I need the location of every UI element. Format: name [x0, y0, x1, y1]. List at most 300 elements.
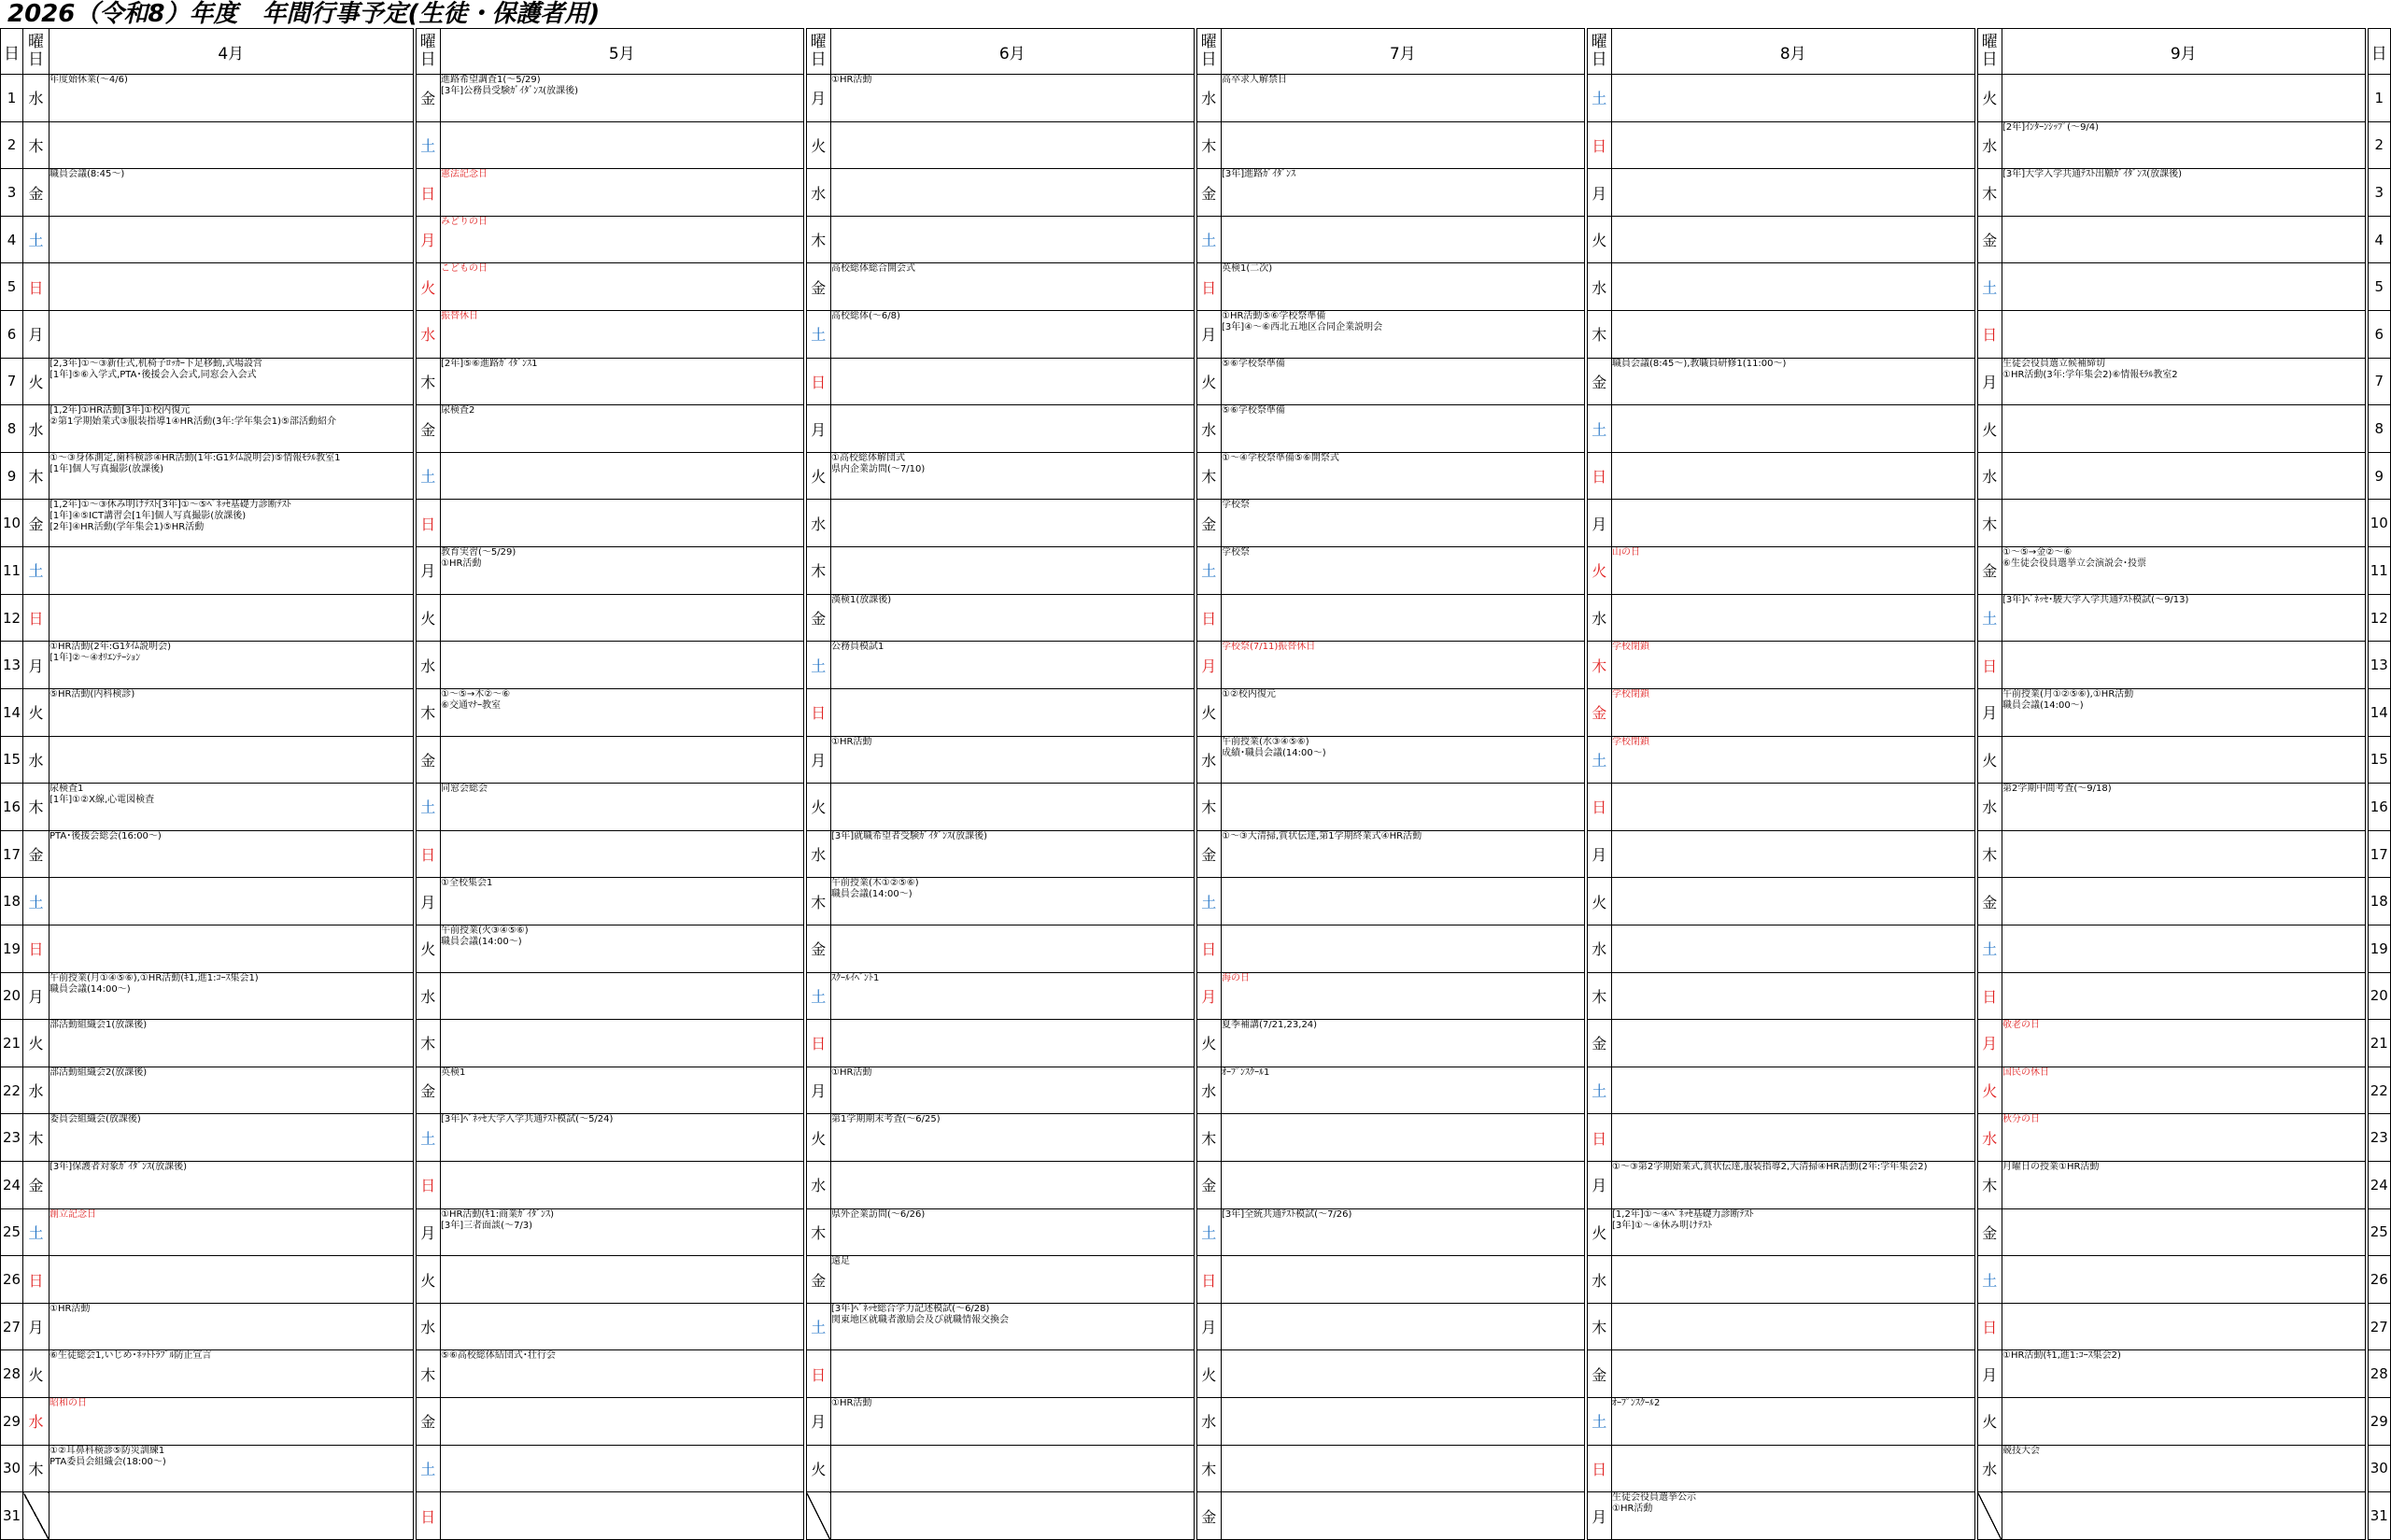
day-row	[1, 1256, 2391, 1304]
weekday-cell: 火	[1586, 1208, 1612, 1256]
event-cell	[1612, 878, 1976, 925]
weekday-cell: 木	[1976, 830, 2002, 878]
weekday-cell: 木	[415, 688, 441, 736]
event-cell: 年度始休業(～4/6)	[50, 75, 415, 122]
weekday-cell: 土	[23, 216, 50, 263]
event-cell	[1222, 1303, 1586, 1350]
weekday-cell: 日	[23, 594, 50, 642]
weekday-cell: 月	[415, 878, 441, 925]
weekday-cell: 日	[805, 358, 831, 405]
weekday-cell: 水	[23, 736, 50, 784]
weekday-cell: 火	[805, 452, 831, 500]
weekday-cell: 土	[23, 547, 50, 595]
weekday-cell: 土	[1586, 736, 1612, 784]
weekday-cell: 土	[415, 1445, 441, 1492]
unused-day-cell	[23, 1492, 50, 1540]
day-number-right: 11	[2367, 547, 2391, 595]
day-row	[1, 972, 2391, 1020]
weekday-cell: 木	[1586, 642, 1612, 689]
event-cell	[1612, 405, 1976, 453]
event-cell: ⑥生徒総会1,いじめ･ﾈｯﾄﾄﾗﾌﾞﾙ防止宣言	[50, 1350, 415, 1398]
event-cell	[1612, 169, 1976, 217]
event-cell: [2,3年]①～③新任式,机椅子ﾛｯｶｰ下足移動,式場設営 [1年]⑤⑥入学式,PTA･後援会入会式,同窓会入会式	[50, 358, 415, 405]
event-cell	[2002, 1256, 2367, 1304]
event-cell: 学校閉鎖	[1612, 642, 1976, 689]
event-cell	[831, 1020, 1196, 1067]
day-number-right: 22	[2367, 1067, 2391, 1114]
weekday-cell: 水	[1976, 121, 2002, 169]
day-row	[1, 1350, 2391, 1398]
weekday-cell: 月	[805, 736, 831, 784]
day-number: 25	[1, 1208, 23, 1256]
weekday-cell: 日	[1196, 1256, 1222, 1304]
weekday-cell: 月	[1976, 1350, 2002, 1398]
weekday-cell: 土	[1976, 1256, 2002, 1304]
event-cell: [3年]進路ｶﾞｲﾀﾞﾝｽ	[1222, 169, 1586, 217]
weekday-cell: 水	[1976, 452, 2002, 500]
weekday-cell: 月	[1586, 1162, 1612, 1209]
event-cell: ⑤⑥学校祭準備	[1222, 358, 1586, 405]
unused-event-cell	[2002, 1492, 2367, 1540]
header-day: 日	[1, 29, 23, 75]
weekday-cell: 火	[1196, 1350, 1222, 1398]
event-cell: ①HR活動	[831, 1398, 1196, 1446]
day-number-right: 29	[2367, 1398, 2391, 1446]
weekday-cell: 金	[23, 500, 50, 547]
weekday-cell: 水	[23, 1067, 50, 1114]
event-cell	[2002, 500, 2367, 547]
event-cell	[1222, 121, 1586, 169]
weekday-cell: 月	[1196, 642, 1222, 689]
event-cell	[1222, 925, 1586, 972]
weekday-cell: 日	[805, 688, 831, 736]
weekday-cell: 金	[1196, 1162, 1222, 1209]
weekday-cell: 月	[1196, 311, 1222, 359]
event-cell	[1222, 1162, 1586, 1209]
day-number-right: 2	[2367, 121, 2391, 169]
weekday-cell: 火	[1976, 736, 2002, 784]
event-cell	[1612, 75, 1976, 122]
event-cell	[1612, 1303, 1976, 1350]
event-cell: ①HR活動	[831, 1067, 1196, 1114]
weekday-cell: 水	[1976, 784, 2002, 831]
event-cell: 振替休日	[441, 311, 805, 359]
event-cell	[441, 1445, 805, 1492]
event-cell: 高校総体総合開会式	[831, 263, 1196, 311]
weekday-cell: 火	[23, 688, 50, 736]
weekday-cell: 日	[415, 830, 441, 878]
day-number: 4	[1, 216, 23, 263]
weekday-cell: 水	[1586, 263, 1612, 311]
weekday-cell: 水	[23, 1398, 50, 1446]
event-cell: ①～⑤→金②～⑥ ⑥生徒会役員選挙立会演説会･投票	[2002, 547, 2367, 595]
weekday-cell: 木	[1586, 972, 1612, 1020]
event-cell: 秋分の日	[2002, 1114, 2367, 1162]
event-cell: 県外企業訪問(～6/26)	[831, 1208, 1196, 1256]
event-cell: 英検1(二次)	[1222, 263, 1586, 311]
weekday-cell: 金	[1976, 547, 2002, 595]
event-cell	[1612, 1114, 1976, 1162]
day-row	[1, 878, 2391, 925]
day-number-right: 20	[2367, 972, 2391, 1020]
weekday-cell: 日	[805, 1020, 831, 1067]
weekday-cell: 金	[805, 1256, 831, 1304]
weekday-cell: 日	[1586, 1445, 1612, 1492]
event-cell: 午前授業(火③④⑤⑥) 職員会議(14:00～)	[441, 925, 805, 972]
weekday-cell: 日	[23, 1256, 50, 1304]
event-cell: ①HR活動(ｷ1:商業ｶﾞｲﾀﾞﾝｽ) [3年]三者面談(～7/3)	[441, 1208, 805, 1256]
weekday-cell: 火	[1976, 75, 2002, 122]
weekday-cell: 金	[805, 263, 831, 311]
event-cell	[1612, 311, 1976, 359]
event-cell: ①～④学校祭準備⑤⑥開祭式	[1222, 452, 1586, 500]
weekday-cell: 金	[1586, 688, 1612, 736]
header-month-6: 6月	[831, 29, 1196, 75]
weekday-cell: 水	[1196, 1067, 1222, 1114]
event-cell	[441, 1020, 805, 1067]
day-number: 5	[1, 263, 23, 311]
event-cell	[441, 972, 805, 1020]
event-cell: 学校祭	[1222, 500, 1586, 547]
weekday-cell: 月	[23, 972, 50, 1020]
day-number-right: 23	[2367, 1114, 2391, 1162]
event-cell	[441, 500, 805, 547]
event-cell	[831, 547, 1196, 595]
weekday-cell: 水	[805, 500, 831, 547]
event-cell: [1,2年]①HR活動[3年]①校内復元 ②第1学期始業式③服装指導1④HR活動(3年:学年集会1)⑤部活動紹介	[50, 405, 415, 453]
event-cell	[1612, 1067, 1976, 1114]
event-cell	[441, 642, 805, 689]
weekday-cell: 金	[23, 830, 50, 878]
header-month-8: 8月	[1612, 29, 1976, 75]
weekday-cell: 土	[415, 1114, 441, 1162]
event-cell	[50, 594, 415, 642]
weekday-cell: 火	[1976, 1067, 2002, 1114]
weekday-cell: 土	[1196, 878, 1222, 925]
weekday-cell: 金	[1586, 358, 1612, 405]
event-cell	[50, 1256, 415, 1304]
event-cell: ⑤⑥学校祭準備	[1222, 405, 1586, 453]
event-cell: 部活動組織会2(放課後)	[50, 1067, 415, 1114]
event-cell	[831, 500, 1196, 547]
event-cell	[441, 452, 805, 500]
event-cell	[1612, 216, 1976, 263]
weekday-cell: 月	[1976, 358, 2002, 405]
event-cell: 創立記念日	[50, 1208, 415, 1256]
event-cell	[1612, 925, 1976, 972]
event-cell: ①HR活動	[831, 736, 1196, 784]
weekday-cell: 金	[415, 736, 441, 784]
event-cell: こどもの日	[441, 263, 805, 311]
weekday-cell: 金	[1196, 500, 1222, 547]
weekday-cell: 水	[805, 830, 831, 878]
day-number: 16	[1, 784, 23, 831]
event-cell	[1612, 784, 1976, 831]
event-cell	[1612, 1020, 1976, 1067]
weekday-cell: 月	[23, 1303, 50, 1350]
event-cell	[2002, 642, 2367, 689]
weekday-cell: 火	[1196, 688, 1222, 736]
event-cell: [3年]ﾍﾞﾈｯｾ･駿大学入学共通ﾃｽﾄ模試(～9/13)	[2002, 594, 2367, 642]
weekday-cell: 月	[805, 1398, 831, 1446]
event-cell	[831, 925, 1196, 972]
event-cell	[441, 121, 805, 169]
weekday-cell: 月	[415, 547, 441, 595]
event-cell: 午前授業(木①②⑤⑥) 職員会議(14:00～)	[831, 878, 1196, 925]
day-number-right: 8	[2367, 405, 2391, 453]
day-number-right: 17	[2367, 830, 2391, 878]
event-cell	[50, 547, 415, 595]
header-weekday: 曜日	[1196, 29, 1222, 75]
day-number-right: 19	[2367, 925, 2391, 972]
event-cell: [2年]ｲﾝﾀｰﾝｼｯﾌﾟ(～9/4)	[2002, 121, 2367, 169]
weekday-cell: 金	[1586, 1350, 1612, 1398]
event-cell	[2002, 311, 2367, 359]
weekday-cell: 土	[1586, 405, 1612, 453]
event-cell	[441, 1492, 805, 1540]
weekday-cell: 日	[1196, 925, 1222, 972]
weekday-cell: 木	[1976, 169, 2002, 217]
event-cell	[441, 1303, 805, 1350]
event-cell: 生徒会役員選挙公示 ①HR活動	[1612, 1492, 1976, 1540]
weekday-cell: 火	[415, 594, 441, 642]
weekday-cell: 木	[415, 1020, 441, 1067]
day-row	[1, 169, 2391, 217]
weekday-cell: 月	[1976, 1020, 2002, 1067]
day-row	[1, 1208, 2391, 1256]
header-weekday: 曜日	[1586, 29, 1612, 75]
weekday-cell: 木	[1196, 1114, 1222, 1162]
weekday-cell: 火	[1976, 405, 2002, 453]
weekday-cell: 日	[1586, 121, 1612, 169]
weekday-cell: 日	[415, 169, 441, 217]
event-cell: 昭和の日	[50, 1398, 415, 1446]
weekday-cell: 水	[1586, 1256, 1612, 1304]
weekday-cell: 日	[1976, 972, 2002, 1020]
event-cell	[2002, 405, 2367, 453]
day-row	[1, 1303, 2391, 1350]
event-cell: 第2学期中間考査(～9/18)	[2002, 784, 2367, 831]
weekday-cell: 日	[415, 500, 441, 547]
weekday-cell: 土	[805, 642, 831, 689]
event-cell	[1612, 263, 1976, 311]
day-number-right: 26	[2367, 1256, 2391, 1304]
event-cell	[1612, 1445, 1976, 1492]
event-cell	[2002, 972, 2367, 1020]
weekday-cell: 水	[805, 169, 831, 217]
day-number-right: 6	[2367, 311, 2391, 359]
day-number: 22	[1, 1067, 23, 1114]
day-number-right: 13	[2367, 642, 2391, 689]
event-cell: 公務員模試1	[831, 642, 1196, 689]
event-cell	[441, 594, 805, 642]
weekday-cell: 土	[1976, 594, 2002, 642]
event-cell: 英検1	[441, 1067, 805, 1114]
event-cell	[441, 1162, 805, 1209]
annual-schedule-table	[0, 28, 2391, 1540]
event-cell: ①HR活動	[50, 1303, 415, 1350]
weekday-cell: 木	[23, 452, 50, 500]
weekday-cell: 日	[415, 1492, 441, 1540]
day-number: 14	[1, 688, 23, 736]
day-number-right: 3	[2367, 169, 2391, 217]
event-cell	[2002, 1303, 2367, 1350]
weekday-cell: 火	[415, 925, 441, 972]
event-cell: ①～③大清掃,賞状伝達,第1学期終業式④HR活動	[1222, 830, 1586, 878]
weekday-cell: 金	[1196, 169, 1222, 217]
event-cell: ①②校内復元	[1222, 688, 1586, 736]
weekday-cell: 水	[415, 972, 441, 1020]
weekday-cell: 水	[805, 1162, 831, 1209]
weekday-cell: 木	[1976, 500, 2002, 547]
weekday-cell: 土	[805, 1303, 831, 1350]
event-cell	[1222, 594, 1586, 642]
weekday-cell: 木	[23, 1445, 50, 1492]
day-number-right: 28	[2367, 1350, 2391, 1398]
event-cell	[2002, 75, 2367, 122]
event-cell	[50, 121, 415, 169]
weekday-cell: 火	[23, 358, 50, 405]
day-row	[1, 736, 2391, 784]
event-cell	[831, 121, 1196, 169]
day-number-right: 25	[2367, 1208, 2391, 1256]
day-number: 19	[1, 925, 23, 972]
day-number-right: 14	[2367, 688, 2391, 736]
day-number: 1	[1, 75, 23, 122]
weekday-cell: 土	[805, 311, 831, 359]
day-row	[1, 1162, 2391, 1209]
day-row	[1, 1445, 2391, 1492]
event-cell	[1222, 1492, 1586, 1540]
event-cell: 職員会議(8:45～)	[50, 169, 415, 217]
weekday-cell: 木	[415, 1350, 441, 1398]
weekday-cell: 水	[1196, 1398, 1222, 1446]
event-cell	[1222, 784, 1586, 831]
event-cell	[2002, 452, 2367, 500]
weekday-cell: 金	[415, 1398, 441, 1446]
weekday-cell: 水	[1586, 925, 1612, 972]
day-row	[1, 121, 2391, 169]
weekday-cell: 火	[415, 1256, 441, 1304]
event-cell	[1222, 1398, 1586, 1446]
event-cell: ｵｰﾌﾟﾝｽｸｰﾙ2	[1612, 1398, 1976, 1446]
event-cell	[441, 736, 805, 784]
weekday-cell: 木	[415, 358, 441, 405]
weekday-cell: 火	[415, 263, 441, 311]
weekday-cell: 月	[1586, 830, 1612, 878]
unused-event-cell	[831, 1492, 1196, 1540]
event-cell	[1612, 121, 1976, 169]
event-cell	[441, 1256, 805, 1304]
event-cell: 学校祭	[1222, 547, 1586, 595]
day-number-right: 18	[2367, 878, 2391, 925]
event-cell: ①高校総体解団式 県内企業訪問(～7/10)	[831, 452, 1196, 500]
weekday-cell: 木	[1196, 784, 1222, 831]
event-cell: 海の日	[1222, 972, 1586, 1020]
header-month-5: 5月	[441, 29, 805, 75]
event-cell: ①全校集会1	[441, 878, 805, 925]
weekday-cell: 火	[23, 1350, 50, 1398]
weekday-cell: 土	[1586, 1067, 1612, 1114]
event-cell: 午前授業(月①④⑤⑥),①HR活動(ｷ1,進1:ｺｰｽ集会1) 職員会議(14:00～)	[50, 972, 415, 1020]
weekday-cell: 日	[1976, 642, 2002, 689]
day-number-right: 5	[2367, 263, 2391, 311]
weekday-cell: 日	[23, 925, 50, 972]
weekday-cell: 日	[1586, 452, 1612, 500]
event-cell: 遠足	[831, 1256, 1196, 1304]
day-number: 23	[1, 1114, 23, 1162]
event-cell: ｵｰﾌﾟﾝｽｸｰﾙ1	[1222, 1067, 1586, 1114]
unused-day-cell	[805, 1492, 831, 1540]
day-row	[1, 1067, 2391, 1114]
event-cell: 競技大会	[2002, 1445, 2367, 1492]
event-cell: ①～③身体測定,歯科検診④HR活動(1年:G1ﾀｲﾑ説明会)⑤情報ﾓﾗﾙ教室1 [1年]個人写真撮影(放課後)	[50, 452, 415, 500]
event-cell: ⑤HR活動(内科検診)	[50, 688, 415, 736]
event-cell: [2年]⑤⑥進路ｶﾞｲﾀﾞﾝｽ1	[441, 358, 805, 405]
day-row	[1, 830, 2391, 878]
weekday-cell: 火	[805, 1445, 831, 1492]
day-row	[1, 784, 2391, 831]
weekday-cell: 土	[415, 452, 441, 500]
day-row	[1, 1020, 2391, 1067]
weekday-cell: 水	[1976, 1114, 2002, 1162]
page-title: 2026（令和8）年度 年間行事予定(生徒・保護者用)	[7, 0, 601, 28]
event-cell	[831, 216, 1196, 263]
event-cell	[2002, 1398, 2367, 1446]
event-cell	[1222, 1445, 1586, 1492]
weekday-cell: 木	[1586, 311, 1612, 359]
weekday-cell: 金	[23, 1162, 50, 1209]
day-number: 2	[1, 121, 23, 169]
event-cell: 憲法記念日	[441, 169, 805, 217]
weekday-cell: 木	[805, 878, 831, 925]
event-cell	[1222, 1350, 1586, 1398]
event-cell	[50, 263, 415, 311]
event-cell: ①～③第2学期始業式,賞状伝達,服装指導2,大清掃④HR活動(2年:学年集会2)	[1612, 1162, 1976, 1209]
weekday-cell: 金	[23, 169, 50, 217]
weekday-cell: 木	[1976, 1162, 2002, 1209]
event-cell	[2002, 925, 2367, 972]
weekday-cell: 日	[1976, 1303, 2002, 1350]
event-cell	[831, 169, 1196, 217]
event-cell	[1612, 1350, 1976, 1398]
weekday-cell: 月	[23, 642, 50, 689]
event-cell: ①HR活動	[831, 75, 1196, 122]
day-number-right: 16	[2367, 784, 2391, 831]
event-cell	[831, 784, 1196, 831]
day-number: 29	[1, 1398, 23, 1446]
event-cell	[2002, 1208, 2367, 1256]
event-cell: 高卒求人解禁日	[1222, 75, 1586, 122]
event-cell: ①HR活動⑤⑥学校祭準備 [3年]④～⑥西北五地区合同企業説明会	[1222, 311, 1586, 359]
event-cell: 学校閉鎖	[1612, 688, 1976, 736]
weekday-cell: 月	[415, 1208, 441, 1256]
header-weekday: 曜日	[415, 29, 441, 75]
day-number-right: 21	[2367, 1020, 2391, 1067]
day-row	[1, 452, 2391, 500]
day-row	[1, 1492, 2391, 1540]
weekday-cell: 金	[415, 1067, 441, 1114]
day-number: 30	[1, 1445, 23, 1492]
day-number: 6	[1, 311, 23, 359]
event-cell	[831, 688, 1196, 736]
day-number: 9	[1, 452, 23, 500]
weekday-cell: 水	[1976, 1445, 2002, 1492]
day-number-right: 1	[2367, 75, 2391, 122]
weekday-cell: 金	[1586, 1020, 1612, 1067]
weekday-cell: 金	[415, 405, 441, 453]
weekday-cell: 月	[1586, 169, 1612, 217]
